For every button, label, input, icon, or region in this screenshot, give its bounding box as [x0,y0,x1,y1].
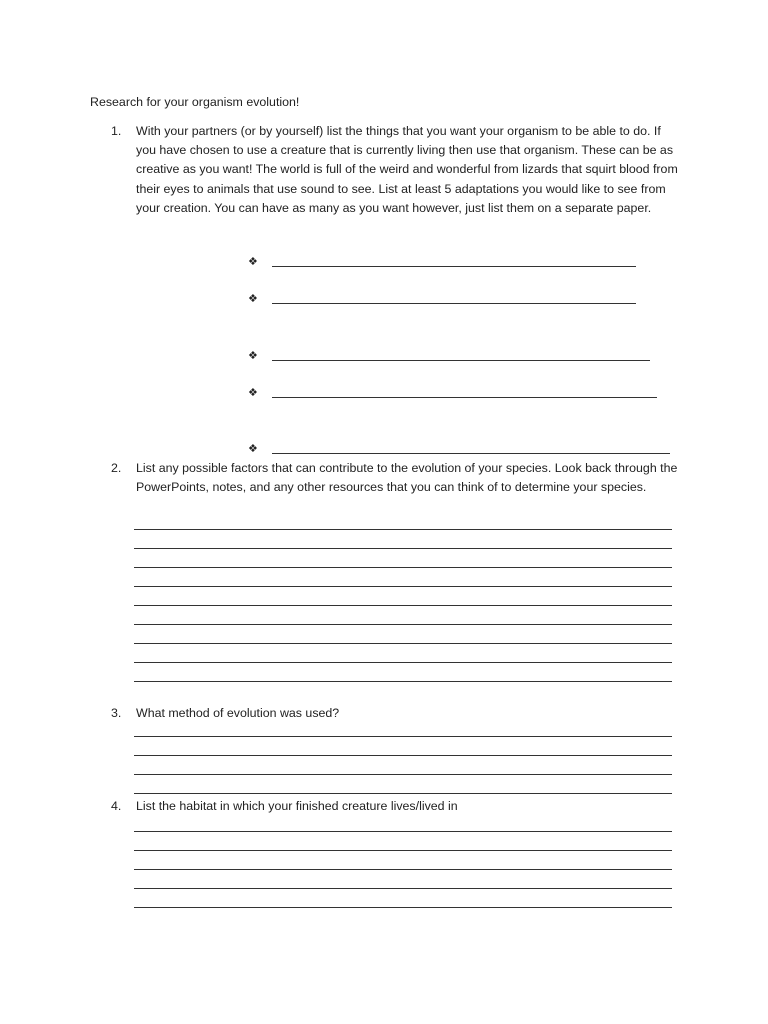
adaptation-answer-line[interactable] [272,360,650,361]
answer-line[interactable] [134,586,672,587]
answer-line[interactable] [134,755,672,756]
question-2-number: 2. [111,461,122,475]
adaptation-answer-line[interactable] [272,303,636,304]
answer-line[interactable] [134,736,672,737]
adaptation-answer-line[interactable] [272,397,657,398]
diamond-bullet-icon: ❖ [248,386,258,399]
question-4-text: List the habitat in which your finished creature lives/lived in [136,799,458,813]
answer-line[interactable] [134,567,672,568]
answer-line[interactable] [134,529,672,530]
answer-line[interactable] [134,774,672,775]
question-4-number: 4. [111,799,122,813]
question-1-number: 1. [111,124,122,138]
answer-line[interactable] [134,662,672,663]
adaptation-answer-line[interactable] [272,266,636,267]
answer-line[interactable] [134,605,672,606]
question-3-text: What method of evolution was used? [136,706,340,720]
answer-line[interactable] [134,850,672,851]
diamond-bullet-icon: ❖ [248,442,258,455]
diamond-bullet-icon: ❖ [248,255,258,268]
answer-line[interactable] [134,548,672,549]
adaptation-answer-line[interactable] [272,453,670,454]
question-2-text: List any possible factors that can contribute to the evolution of your species. Look back through the PowerPoints, notes, and any other resources that you can think of to determine your species. [136,461,678,495]
answer-line[interactable] [134,681,672,682]
worksheet-title: Research for your organism evolution! [90,95,300,109]
question-3-number: 3. [111,706,122,720]
question-1-text: With your partners (or by yourself) list the things that you want your organism to be able to do. If you have chosen to use a creature that is currently living then use that organism. These can be as creative as you want! The world is full of the weird and wonderful from lizards that squirt blood from their eyes to animals that use sound to see. List at least 5 adaptations you would like to see from your creation. You can have as many as you want however, just list them on a separate paper. [136,124,678,215]
answer-line[interactable] [134,793,672,794]
answer-line[interactable] [134,907,672,908]
answer-line[interactable] [134,831,672,832]
answer-line[interactable] [134,624,672,625]
answer-line[interactable] [134,643,672,644]
answer-line[interactable] [134,888,672,889]
diamond-bullet-icon: ❖ [248,349,258,362]
diamond-bullet-icon: ❖ [248,292,258,305]
answer-line[interactable] [134,869,672,870]
